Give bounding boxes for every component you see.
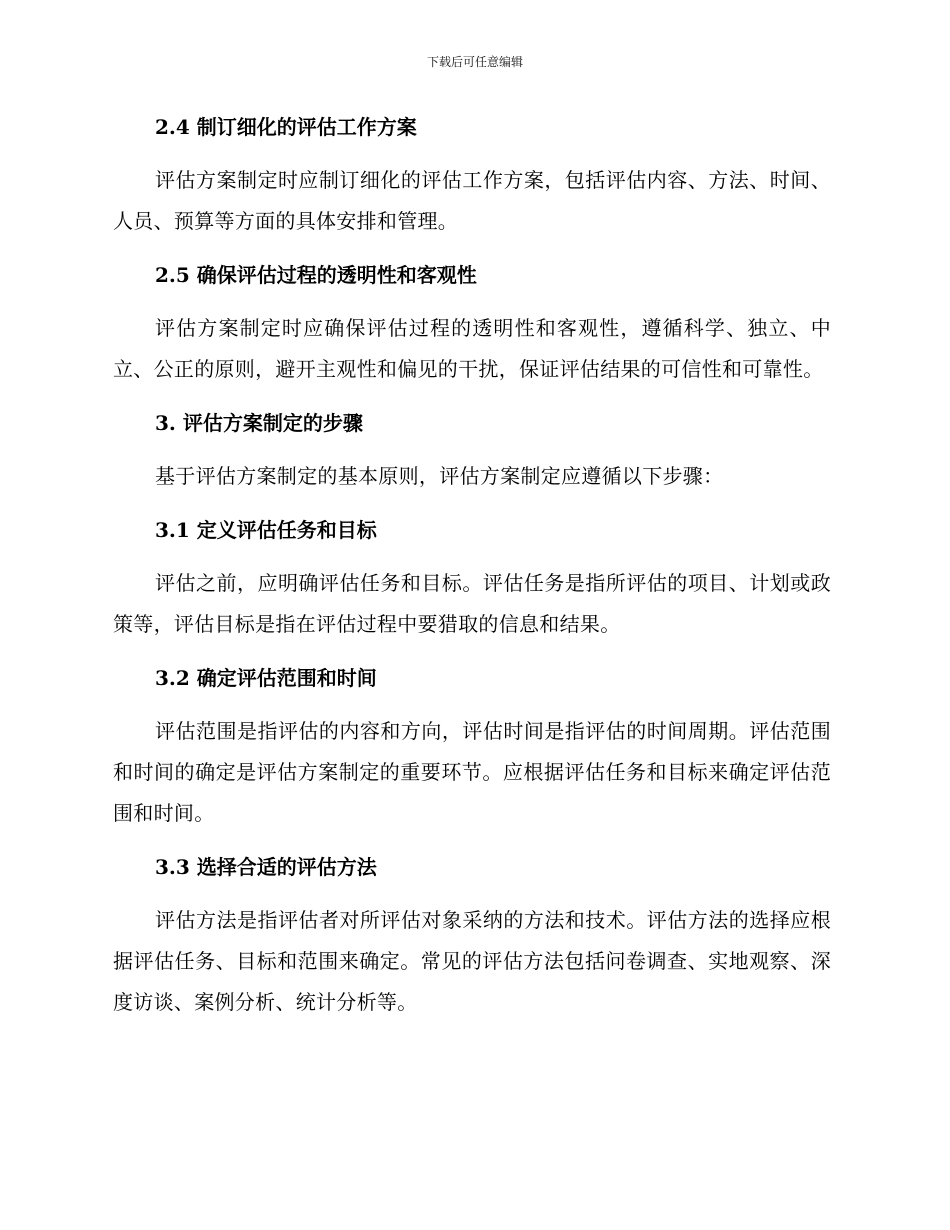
section-heading-2-4: 2.4 制订细化的评估工作方案: [155, 115, 417, 139]
section-body-2-5: 评估方案制定时应确保评估过程的透明性和客观性，遵循科学、独立、中立、公正的原则，避开主观性和偏见的干扰，保证评估结果的可信性和可靠性。: [113, 316, 831, 381]
section-heading-3-2: 3.2 确定评估范围和时间: [155, 666, 377, 690]
section-heading-3: 3. 评估方案制定的步骤: [155, 411, 363, 435]
section-body-3-1: 评估之前，应明确评估任务和目标。评估任务是指所评估的项目、计划或政策等，评估目标是指在评估过程中要猎取的信息和结果。: [113, 571, 831, 636]
section-body-3-3: 评估方法是指评估者对所评估对象采纳的方法和技术。评估方法的选择应根据评估任务、目标和范围来确定。常见的评估方法包括问卷调查、实地观察、深度访谈、案例分析、统计分析等。: [113, 908, 831, 1014]
document-body: [113, 106, 831, 1023]
page-header: 下载后可任意编辑: [426, 55, 523, 69]
section-body-3: 基于评估方案制定的基本原则，评估方案制定应遵循以下步骤：: [155, 464, 724, 488]
section-heading-3-1: 3.1 定义评估任务和目标: [155, 518, 377, 542]
section-body-2-4: 评估方案制定时应制订细化的评估工作方案，包括评估内容、方法、时间、人员、预算等方面的具体安排和管理。: [113, 168, 831, 233]
section-heading-2-5: 2.5 确保评估过程的透明性和客观性: [155, 263, 477, 287]
section-body-3-2: 评估范围是指评估的内容和方向，评估时间是指评估的时间周期。评估范围和时间的确定是评估方案制定的重要环节。应根据评估任务和目标来确定评估范围和时间。: [113, 719, 831, 825]
section-heading-3-3: 3.3 选择合适的评估方法: [155, 855, 377, 879]
